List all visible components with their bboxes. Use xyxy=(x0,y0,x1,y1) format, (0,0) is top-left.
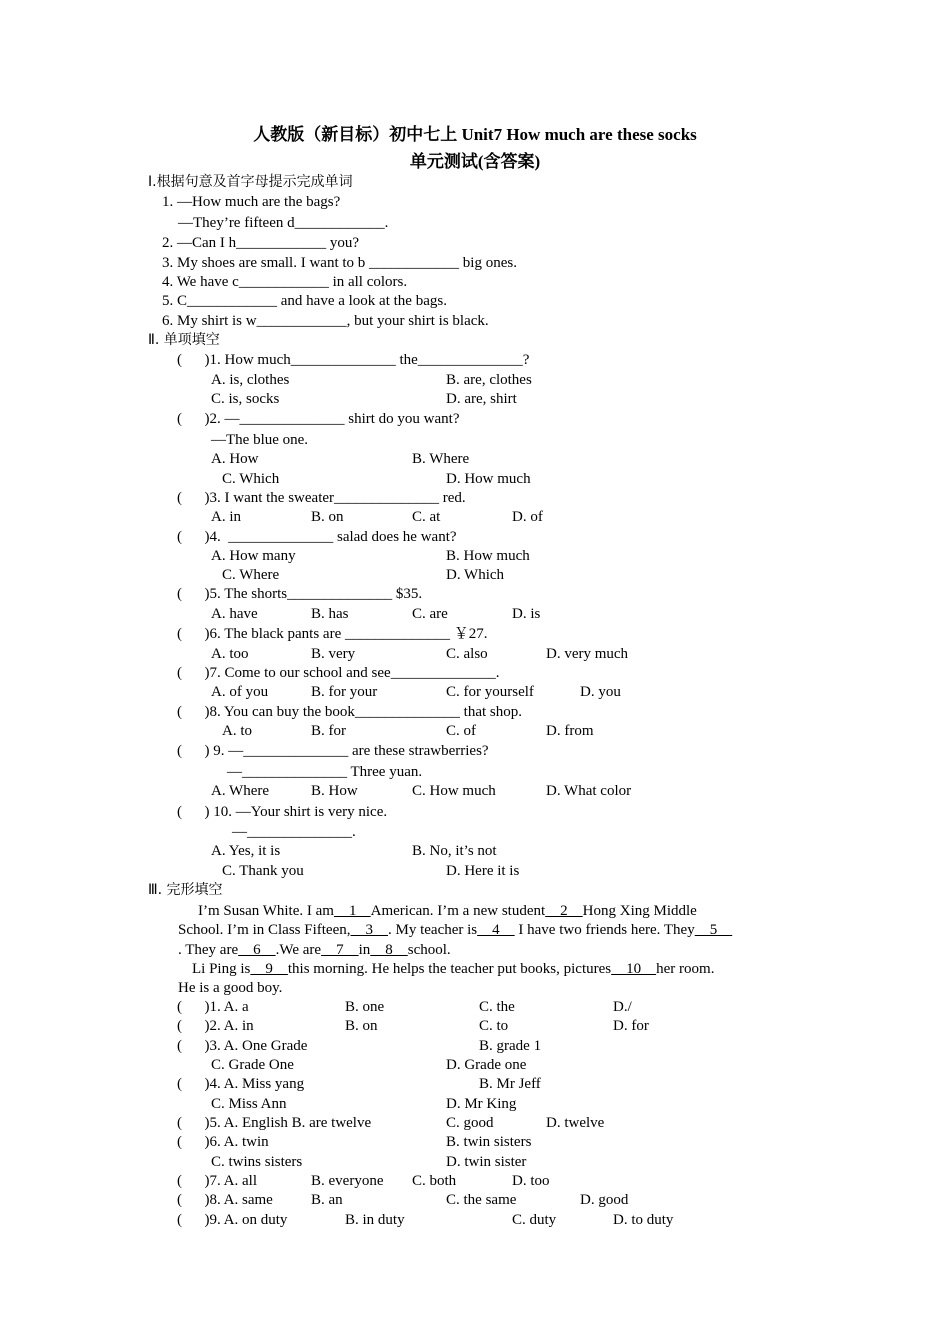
q2-7-b: B. for your xyxy=(311,684,378,700)
q2-1-d: D. are, shirt xyxy=(446,391,517,407)
q3-4-c: C. Miss Ann xyxy=(211,1096,287,1112)
p1-line-7: 6. My shirt is w____________, but your shirt is black. xyxy=(162,313,489,329)
q2-8-c: C. of xyxy=(446,723,476,739)
q2-9-b: B. How xyxy=(311,783,358,799)
q3-3-d: D. Grade one xyxy=(446,1057,527,1073)
q2-5-c: C. are xyxy=(412,606,448,622)
q2-2-d: D. How much xyxy=(446,471,531,487)
section-heading-2: Ⅱ. 单项填空 xyxy=(148,332,220,348)
q3-2-b: B. on xyxy=(345,1018,378,1034)
q2-3: ( )3. I want the sweater______________ red. xyxy=(177,490,466,506)
q3-8: ( )8. A. same xyxy=(177,1192,273,1208)
passage-line-4: Li Ping is 9 this morning. He helps the teacher put books, pictures 10 her room. xyxy=(192,961,715,977)
q2-5-b: B. has xyxy=(311,606,349,622)
q2-7-a: A. of you xyxy=(211,684,269,700)
section-heading-1: Ⅰ.根据句意及首字母提示完成单词 xyxy=(148,174,353,190)
q2-9-d: D. What color xyxy=(546,783,632,799)
q2-3-a: A. in xyxy=(211,509,241,525)
q2-7: ( )7. Come to our school and see______________. xyxy=(177,665,500,681)
q2-10-reply: —______________. xyxy=(232,824,356,840)
q3-7-c: C. both xyxy=(412,1173,457,1189)
q3-7-d: D. too xyxy=(512,1173,550,1189)
p1-line-4: 3. My shoes are small. I want to b ____________ big ones. xyxy=(162,255,517,271)
q2-4-d: D. Which xyxy=(446,567,505,583)
q2-8: ( )8. You can buy the book______________ that shop. xyxy=(177,704,522,720)
q2-8-a: A. to xyxy=(222,723,252,739)
q3-5-c: C. good xyxy=(446,1115,494,1131)
q3-4-d: D. Mr King xyxy=(446,1096,517,1112)
q3-3-b: B. grade 1 xyxy=(479,1038,542,1054)
q3-6-d: D. twin sister xyxy=(446,1154,527,1170)
q3-5-d: D. twelve xyxy=(546,1115,605,1131)
q3-1-d: D./ xyxy=(613,999,632,1015)
p1-line-3: 2. —Can I h____________ you? xyxy=(162,235,360,251)
q3-6-b: B. twin sisters xyxy=(446,1134,532,1150)
q2-2-c: C. Which xyxy=(222,471,280,487)
q3-2-c: C. to xyxy=(479,1018,509,1034)
q2-3-b: B. on xyxy=(311,509,344,525)
q2-10-d: D. Here it is xyxy=(446,863,520,879)
q3-8-b: B. an xyxy=(311,1192,343,1208)
q3-7-b: B. everyone xyxy=(311,1173,384,1189)
section-heading-3: Ⅲ. 完形填空 xyxy=(148,882,223,898)
q2-8-d: D. from xyxy=(546,723,594,739)
q3-1: ( )1. A. a xyxy=(177,999,249,1015)
q2-7-d: D. you xyxy=(580,684,621,700)
passage-line-2: School. I’m in Class Fifteen, 3 . My teacher is 4 I have two friends here. They 5 xyxy=(178,922,733,938)
q3-1-c: C. the xyxy=(479,999,515,1015)
q3-6-c: C. twins sisters xyxy=(211,1154,303,1170)
q3-1-b: B. one xyxy=(345,999,385,1015)
q2-3-d: D. of xyxy=(512,509,543,525)
q2-1-b: B. are, clothes xyxy=(446,372,532,388)
passage-line-3: . They are 6 .We are 7 in 8 school. xyxy=(178,942,451,958)
p1-line-5: 4. We have c____________ in all colors. xyxy=(162,274,408,290)
q2-4: ( )4. ______________ salad does he want? xyxy=(177,529,457,545)
q2-9-reply: —______________ Three yuan. xyxy=(227,764,423,780)
q2-9: ( ) 9. —______________ are these strawberries? xyxy=(177,743,489,759)
q2-10-c: C. Thank you xyxy=(222,863,304,879)
page-title: 人教版（新目标）初中七上 Unit7 How much are these socks xyxy=(253,125,697,144)
q3-9-d: D. to duty xyxy=(613,1212,674,1228)
q2-3-c: C. at xyxy=(412,509,441,525)
q2-1-c: C. is, socks xyxy=(211,391,280,407)
q2-5: ( )5. The shorts______________ $35. xyxy=(177,586,423,602)
q2-6-d: D. very much xyxy=(546,646,629,662)
q2-1-a: A. is, clothes xyxy=(211,372,290,388)
q2-10-a: A. Yes, it is xyxy=(211,843,281,859)
q2-4-b: B. How much xyxy=(446,548,530,564)
q2-7-c: C. for yourself xyxy=(446,684,534,700)
q3-3-c: C. Grade One xyxy=(211,1057,294,1073)
q3-8-c: C. the same xyxy=(446,1192,517,1208)
q2-9-a: A. Where xyxy=(211,783,270,799)
q2-5-a: A. have xyxy=(211,606,258,622)
passage-line-5: He is a good boy. xyxy=(178,980,283,996)
q2-6-b: B. very xyxy=(311,646,356,662)
page-subtitle: 单元测试(含答案) xyxy=(409,152,541,171)
q2-2: ( )2. —______________ shirt do you want? xyxy=(177,411,460,427)
q3-5: ( )5. A. English B. are twelve xyxy=(177,1115,372,1131)
q2-10: ( ) 10. —Your shirt is very nice. xyxy=(177,804,388,820)
q2-9-c: C. How much xyxy=(412,783,496,799)
q2-10-b: B. No, it’s not xyxy=(412,843,497,859)
q2-4-a: A. How many xyxy=(211,548,296,564)
q3-9-c: C. duty xyxy=(512,1212,557,1228)
q3-2: ( )2. A. in xyxy=(177,1018,254,1034)
p1-line-6: 5. C____________ and have a look at the bags. xyxy=(162,293,447,309)
q3-8-d: D. good xyxy=(580,1192,629,1208)
q3-9: ( )9. A. on duty xyxy=(177,1212,288,1228)
q2-6-c: C. also xyxy=(446,646,488,662)
q3-4: ( )4. A. Miss yang xyxy=(177,1076,305,1092)
q2-2-a: A. How xyxy=(211,451,259,467)
q3-2-d: D. for xyxy=(613,1018,649,1034)
p1-line-2: —They’re fifteen d____________. xyxy=(178,215,389,231)
q2-2-reply: —The blue one. xyxy=(211,432,309,448)
q2-6: ( )6. The black pants are ______________ ￥27. xyxy=(177,626,488,642)
q2-1: ( )1. How much______________ the______________? xyxy=(177,352,530,368)
q3-6: ( )6. A. twin xyxy=(177,1134,269,1150)
q3-3: ( )3. A. One Grade xyxy=(177,1038,308,1054)
q2-5-d: D. is xyxy=(512,606,541,622)
q2-2-b: B. Where xyxy=(412,451,470,467)
q2-4-c: C. Where xyxy=(222,567,280,583)
q2-6-a: A. too xyxy=(211,646,249,662)
q2-8-b: B. for xyxy=(311,723,346,739)
q3-7: ( )7. A. all xyxy=(177,1173,257,1189)
q3-4-b: B. Mr Jeff xyxy=(479,1076,541,1092)
q3-9-b: B. in duty xyxy=(345,1212,405,1228)
passage-line-1: I’m Susan White. I am 1 American. I’m a new student 2 Hong Xing Middle xyxy=(198,903,697,919)
p1-line-1: 1. —How much are the bags? xyxy=(162,194,341,210)
